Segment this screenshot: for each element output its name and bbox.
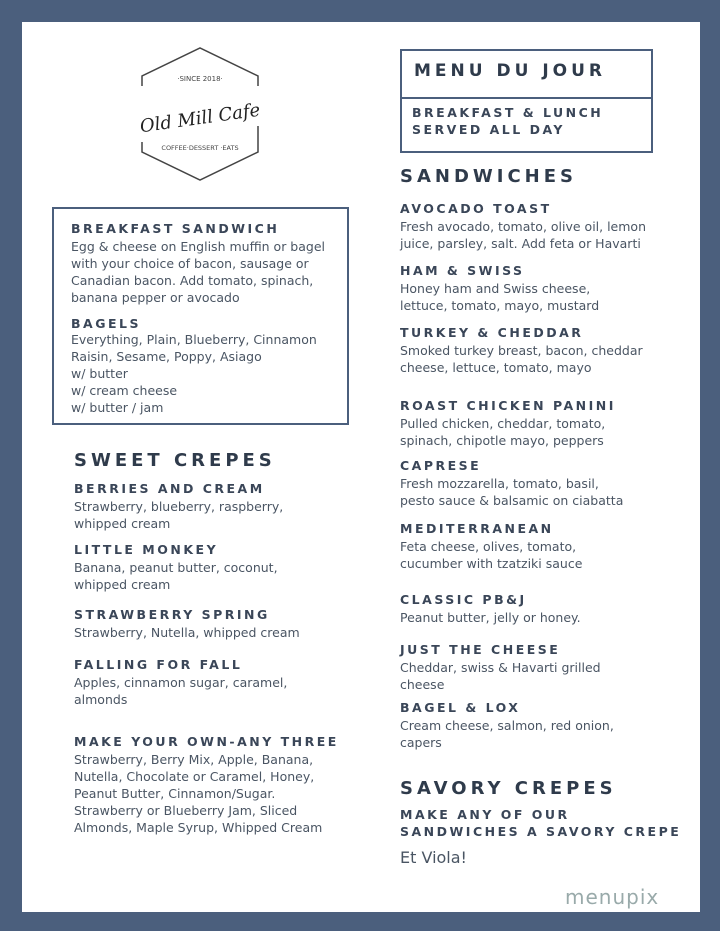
- closing-text: Et Viola!: [400, 848, 467, 867]
- item-desc: Peanut butter, jelly or honey.: [400, 610, 581, 625]
- item-desc: Almonds, Maple Syrup, Whipped Cream: [74, 820, 323, 835]
- item-name: MEDITERRANEAN: [400, 521, 554, 536]
- menu-du-jour-box: [400, 49, 653, 153]
- item-desc: capers: [400, 735, 442, 750]
- item-desc: Strawberry, Nutella, whipped cream: [74, 625, 300, 640]
- item-desc: Apples, cinnamon sugar, caramel,: [74, 675, 288, 690]
- menu-subtitle-2: SERVED ALL DAY: [412, 122, 565, 137]
- savory-line-1: MAKE ANY OF OUR: [400, 807, 570, 822]
- item-desc: lettuce, tomato, mayo, mustard: [400, 298, 600, 313]
- savory-crepes-section: [400, 778, 690, 867]
- menu-subtitle-1: BREAKFAST & LUNCH: [412, 105, 604, 120]
- section-title: SAVORY CREPES: [400, 778, 617, 799]
- item-name: MAKE YOUR OWN-ANY THREE: [74, 734, 339, 749]
- item-desc: almonds: [74, 692, 128, 707]
- section-title: SANDWICHES: [400, 166, 577, 187]
- item-desc: w/ cream cheese: [71, 383, 178, 398]
- item-name: LITTLE MONKEY: [74, 542, 219, 557]
- menu-item: [74, 542, 354, 593]
- item-desc: w/ butter: [71, 366, 128, 381]
- menu-item: [400, 325, 690, 376]
- breakfast-box: [52, 207, 349, 425]
- item-name: BERRIES AND CREAM: [74, 481, 265, 496]
- savory-line-2: SANDWICHES A SAVORY CREPE: [400, 824, 682, 839]
- item-name: BAGEL & LOX: [400, 700, 521, 715]
- item-desc: Nutella, Chocolate or Caramel, Honey,: [74, 769, 315, 784]
- item-desc: Everything, Plain, Blueberry, Cinnamon: [71, 332, 317, 347]
- svg-text:Old Mill Cafe: Old Mill Cafe: [138, 99, 262, 138]
- item-name: FALLING FOR FALL: [74, 657, 243, 672]
- item-desc: cheese: [400, 677, 445, 692]
- item-name: CAPRESE: [400, 458, 482, 473]
- watermark: menupix: [565, 885, 660, 909]
- item-desc: whipped cream: [74, 577, 171, 592]
- item-desc: Strawberry, Berry Mix, Apple, Banana,: [74, 752, 314, 767]
- item-desc: Cream cheese, salmon, red onion,: [400, 718, 614, 733]
- item-desc: Honey ham and Swiss cheese,: [400, 281, 591, 296]
- menu-item: [400, 592, 690, 626]
- item-name: STRAWBERRY SPRING: [74, 607, 270, 622]
- item-desc: Strawberry, blueberry, raspberry,: [74, 499, 284, 514]
- menu-item: [74, 481, 354, 532]
- menu-item: [400, 642, 690, 693]
- item-desc: Strawberry or Blueberry Jam, Sliced: [74, 803, 298, 818]
- menu-item: [74, 657, 354, 708]
- item-desc: pesto sauce & balsamic on ciabatta: [400, 493, 624, 508]
- item-desc: cucumber with tzatziki sauce: [400, 556, 583, 571]
- item-desc: Cheddar, swiss & Havarti grilled: [400, 660, 601, 675]
- menu-item: [400, 521, 690, 572]
- item-desc: juice, parsley, salt. Add feta or Havarti: [400, 236, 641, 251]
- item-desc: Pulled chicken, cheddar, tomato,: [400, 416, 606, 431]
- item-desc: whipped cream: [74, 516, 171, 531]
- item-name: BREAKFAST SANDWICH: [71, 221, 280, 236]
- menu-title: MENU DU JOUR: [402, 51, 651, 99]
- item-desc: Smoked turkey breast, bacon, cheddar: [400, 343, 643, 358]
- item-desc: w/ butter / jam: [71, 400, 164, 415]
- item-desc: Feta cheese, olives, tomato,: [400, 539, 577, 554]
- item-name: JUST THE CHEESE: [400, 642, 561, 657]
- menu-item: [74, 734, 354, 836]
- item-desc: spinach, chipotle mayo, peppers: [400, 433, 604, 448]
- svg-text:COFFEE·DESSERT ·EATS: COFFEE·DESSERT ·EATS: [161, 144, 239, 152]
- item-name: HAM & SWISS: [400, 263, 525, 278]
- item-name: ROAST CHICKEN PANINI: [400, 398, 616, 413]
- menu-item: [400, 700, 690, 751]
- item-desc: Banana, peanut butter, coconut,: [74, 560, 278, 575]
- menu-item: [400, 201, 690, 252]
- cafe-logo: [138, 46, 262, 182]
- menu-item: [400, 398, 690, 449]
- item-name: CLASSIC PB&J: [400, 592, 527, 607]
- item-desc: Fresh mozzarella, tomato, basil,: [400, 476, 599, 491]
- item-name: AVOCADO TOAST: [400, 201, 552, 216]
- sweet-crepes-section: [74, 450, 354, 848]
- item-desc: cheese, lettuce, tomato, mayo: [400, 360, 592, 375]
- sandwiches-section: [400, 166, 690, 763]
- item-desc: Peanut Butter, Cinnamon/Sugar.: [74, 786, 276, 801]
- item-name: TURKEY & CHEDDAR: [400, 325, 584, 340]
- item-desc: banana pepper or avocado: [71, 290, 240, 305]
- item-desc: Fresh avocado, tomato, olive oil, lemon: [400, 219, 646, 234]
- menu-item: [400, 263, 690, 314]
- item-desc: Raisin, Sesame, Poppy, Asiago: [71, 349, 262, 364]
- item-desc: with your choice of bacon, sausage or: [71, 256, 309, 271]
- item-desc: Egg & cheese on English muffin or bagel: [71, 239, 325, 254]
- section-title: SWEET CREPES: [74, 450, 276, 471]
- item-name: BAGELS: [71, 316, 141, 331]
- menu-item: [400, 458, 690, 509]
- menu-item: [74, 607, 354, 641]
- svg-text:·SINCE 2018·: ·SINCE 2018·: [177, 75, 223, 83]
- item-desc: Canadian bacon. Add tomato, spinach,: [71, 273, 314, 288]
